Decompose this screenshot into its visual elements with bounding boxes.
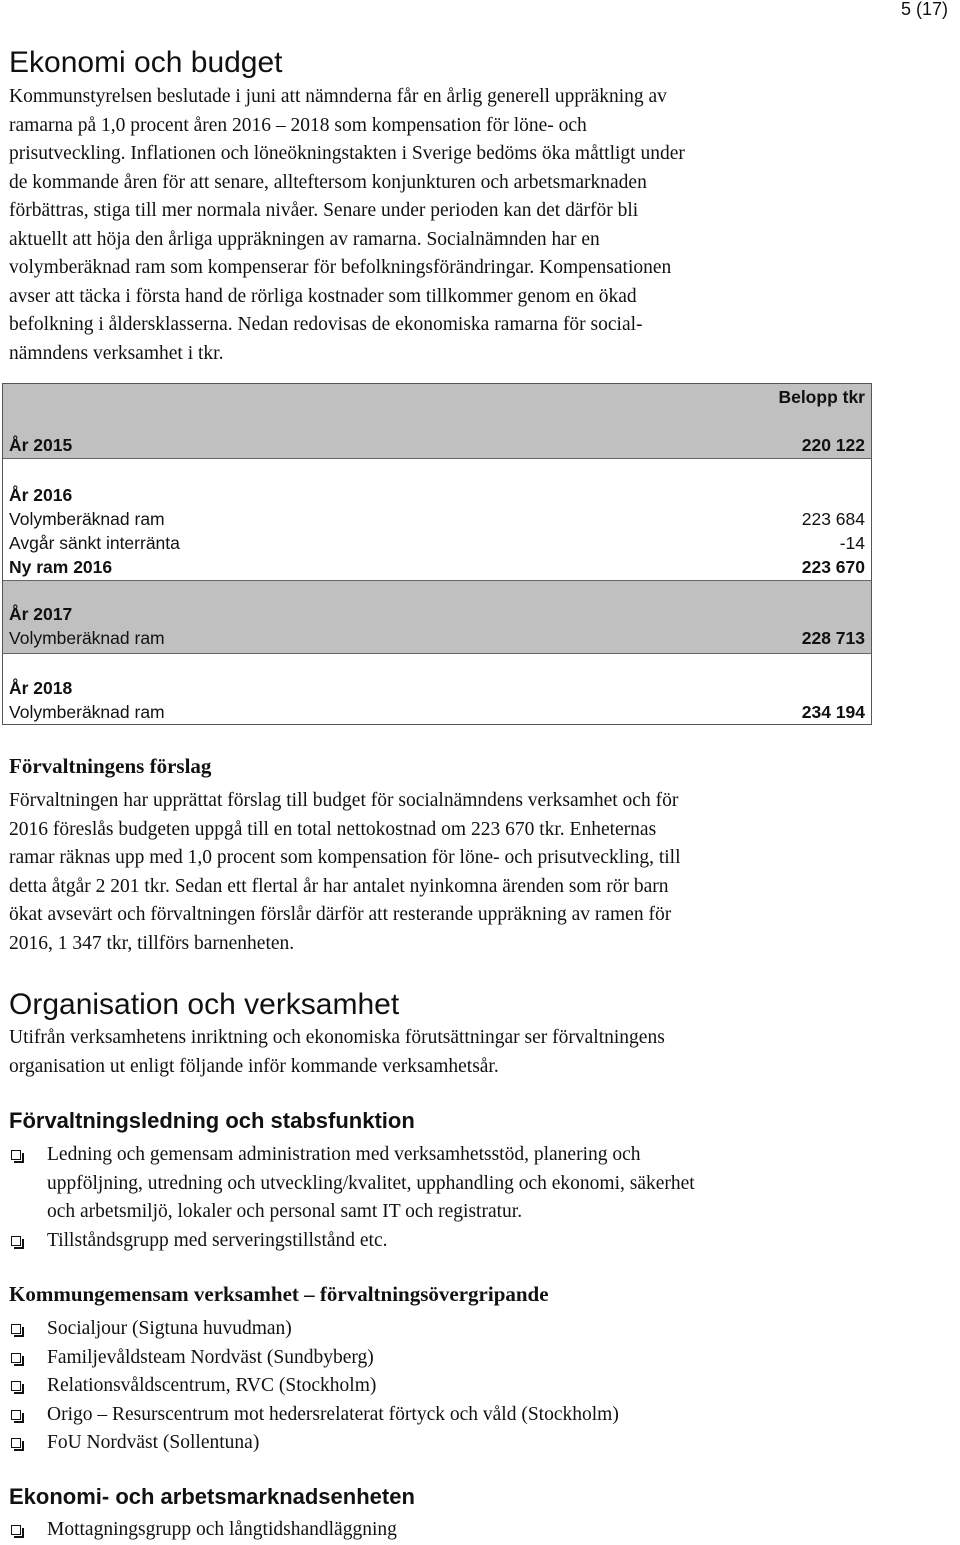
list-item <box>9 1141 695 1227</box>
text-line: ökat avsevärt och förvaltningen förslår därför att resterande uppräkning av ramen för <box>9 904 672 925</box>
list-item <box>9 1344 619 1373</box>
table-header-row <box>9 385 865 409</box>
list-item-label: Mottagningsgrupp och långtidshandläggning <box>47 1519 397 1540</box>
table-row <box>9 700 865 724</box>
text-line: avser att täcka i första hand de rörliga kostnader som tillkommer genom en ökad <box>9 285 637 307</box>
list-item <box>9 1401 619 1430</box>
text-line: uppföljning, utredning och utveckling/kvalitet, upphandling och ekonomi, säkerhet <box>47 1172 695 1194</box>
common-heading: Kommungemensam verksamhet – förvaltningsövergripande <box>9 1282 549 1306</box>
text-line: Förvaltningen har upprättat förslag till budget för socialnämndens verksamhet och för <box>9 790 679 811</box>
row-value: 228 713 <box>801 628 865 648</box>
row-value: 234 194 <box>801 702 865 722</box>
row-label: Volymberäknad ram <box>9 628 165 648</box>
table-row <box>9 531 865 555</box>
checkbox-bullet-icon <box>11 1150 21 1160</box>
checkbox-bullet-icon <box>11 1525 21 1535</box>
list-item <box>9 1227 695 1256</box>
amount-header: Belopp tkr <box>778 387 865 407</box>
management-heading: Förvaltningsledning och stabsfunktion <box>9 1108 415 1133</box>
row-value: 223 670 <box>801 557 865 577</box>
text-line: Tillståndsgrupp med serveringstillstånd etc. <box>47 1229 388 1251</box>
text-line: 2016, 1 347 tkr, tillförs barnenheten. <box>9 932 295 954</box>
labour-list <box>9 1516 397 1545</box>
text-line: förbättras, stiga till mer normala nivåer. Senare under perioden kan det därför bli <box>9 200 639 221</box>
checkbox-bullet-icon <box>11 1353 21 1363</box>
text-line: nämndens verksamhet i tkr. <box>9 342 224 364</box>
checkbox-bullet-icon <box>11 1381 21 1391</box>
row-label: Avgår sänkt interränta <box>9 533 180 553</box>
text-line: Utifrån verksamhetens inriktning och ekonomiska förutsättningar ser förvaltningens <box>9 1027 665 1048</box>
year-2017-title: År 2017 <box>9 604 73 624</box>
text-line: aktuellt att höja den årliga uppräkningen av ramarna. Socialnämnden har en <box>9 228 600 250</box>
text-line: volymberäknad ram som kompenserar för befolkningsförändringar. Kompensationen <box>9 257 672 278</box>
text-line: och arbetsmiljö, lokaler och personal samt IT och registratur. <box>47 1201 523 1222</box>
text-line: detta åtgår 2 201 tkr. Sedan ett flertal år har antalet nyinkomna ärenden som rör barn <box>9 875 669 897</box>
text-line: ramarna på 1,0 procent åren 2016 – 2018 som kompensation för löne- och <box>9 114 587 136</box>
year-2015-value: 220 122 <box>801 435 865 455</box>
text-line: befolkning i åldersklasserna. Nedan redovisas de ekonomiska ramarna för social- <box>9 314 643 335</box>
organisation-text <box>9 1024 665 1081</box>
text-line: ramar räknas upp med 1,0 procent som kompensation för löne- och prisutveckling, till <box>9 847 681 868</box>
checkbox-bullet-icon <box>11 1324 21 1334</box>
table-header-band <box>3 384 871 459</box>
table-row <box>9 626 865 650</box>
row-label: Volymberäknad ram <box>9 509 165 529</box>
organisation-heading: Organisation och verksamhet <box>9 988 400 1021</box>
list-item-label: FoU Nordväst (Sollentuna) <box>47 1432 260 1453</box>
text-line: prisutveckling. Inflationen och löneökningstakten i Sverige bedöms öka måttligt under <box>9 143 685 164</box>
table-row <box>9 507 865 531</box>
text-line: 2016 föreslås budgeten uppgå till en total nettokostnad om 223 670 tkr. Enheternas <box>9 818 657 840</box>
checkbox-bullet-icon <box>11 1438 21 1448</box>
table-row <box>9 483 865 507</box>
row-label: Ny ram 2016 <box>9 557 113 577</box>
page-number: 5 (17) <box>900 0 948 19</box>
proposal-heading: Förvaltningens förslag <box>9 754 212 778</box>
row-value: 223 684 <box>801 509 865 529</box>
row-label: Volymberäknad ram <box>9 702 165 722</box>
text-line: organisation ut enligt följande inför kommande verksamhetsår. <box>9 1055 499 1077</box>
year-2016-band <box>3 459 871 581</box>
common-list <box>9 1315 619 1458</box>
economy-intro <box>9 83 685 368</box>
checkbox-bullet-icon <box>11 1236 21 1246</box>
table-row <box>9 433 865 457</box>
list-item-label: Socialjour (Sigtuna huvudman) <box>47 1318 292 1339</box>
year-2015-label: År 2015 <box>9 435 73 455</box>
list-item-label: Origo – Resurscentrum mot hedersrelaterat förtyck och våld (Stockholm) <box>47 1403 619 1425</box>
list-item <box>9 1372 619 1401</box>
year-2017-band <box>3 581 871 654</box>
list-item-label: Familjevåldsteam Nordväst (Sundbyberg) <box>47 1346 374 1368</box>
table-row <box>9 676 865 700</box>
text-line: Kommunstyrelsen beslutade i juni att nämnderna får en årlig generell uppräkning av <box>9 86 667 107</box>
table-row <box>9 602 865 626</box>
year-2016-title: År 2016 <box>9 485 73 505</box>
proposal-text <box>9 787 681 958</box>
text-line: Ledning och gemensam administration med verksamhetsstöd, planering och <box>47 1144 641 1165</box>
labour-heading: Ekonomi- och arbetsmarknadsenheten <box>9 1484 415 1509</box>
management-list <box>9 1141 695 1255</box>
row-value: -14 <box>839 533 865 553</box>
text-line: de kommande åren för att senare, allteftersom konjunkturen och arbetsmarknaden <box>9 171 647 193</box>
budget-table <box>2 383 872 725</box>
checkbox-bullet-icon <box>11 1410 21 1420</box>
list-item <box>9 1315 619 1344</box>
table-row <box>9 555 865 579</box>
list-item-label: Relationsvåldscentrum, RVC (Stockholm) <box>47 1375 377 1396</box>
list-item <box>9 1516 397 1545</box>
economy-heading: Ekonomi och budget <box>9 46 283 79</box>
year-2018-title: År 2018 <box>9 678 73 698</box>
year-2018-band <box>3 654 871 724</box>
list-item <box>9 1429 619 1458</box>
